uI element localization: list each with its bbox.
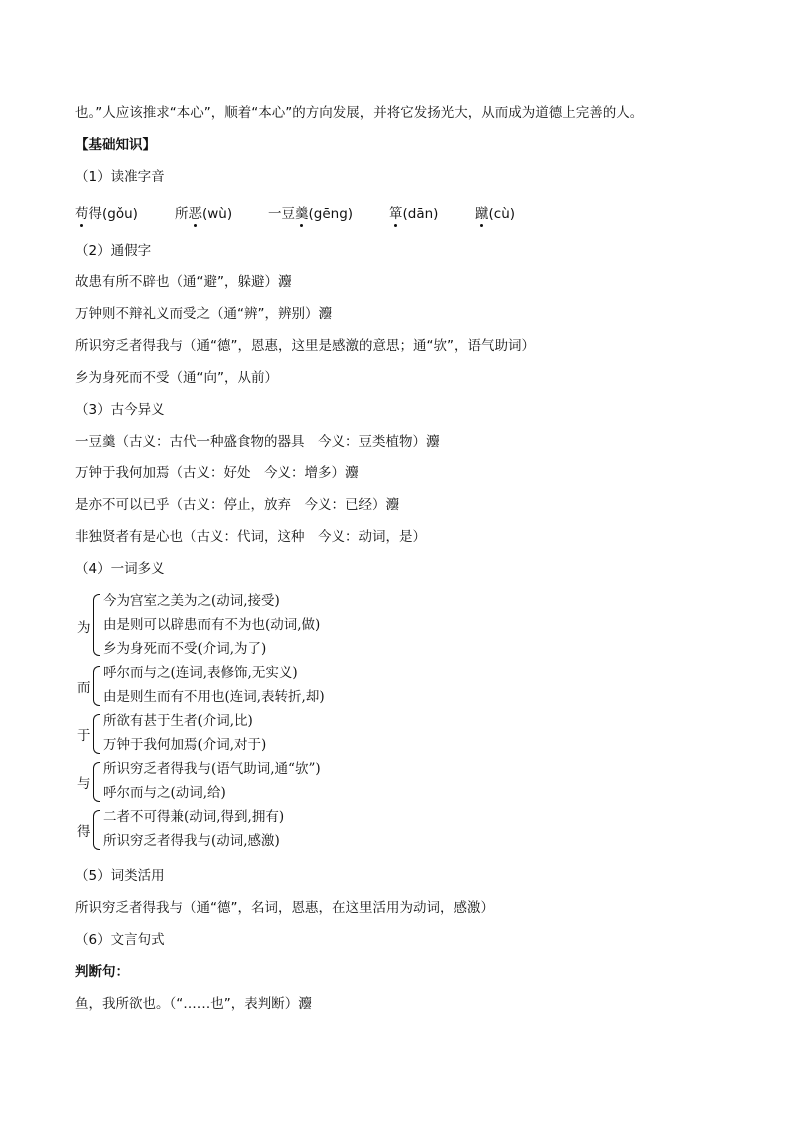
- polysemy-group-yu2: [75, 758, 475, 806]
- polysemy-group-er: [75, 662, 475, 710]
- pinyin-item: 所恶(wù): [175, 202, 232, 222]
- polysemy-row: 所欲有甚于生者(介词,比): [103, 713, 253, 729]
- polysemy-head: 与: [77, 776, 91, 792]
- polysemy-row: 所识穷乏者得我与(语气助词,通“欤”): [103, 761, 321, 777]
- polysemy-row: 万钟于我何加焉(介词,对于): [103, 737, 267, 753]
- pinyin-item: 苟得(gǒu): [75, 202, 138, 222]
- tongjia-line: 万钟则不辩礼义而受之（通“辨”，辨别）灋: [75, 306, 332, 322]
- brace-icon: [93, 666, 100, 706]
- polysemy-head: 得: [77, 824, 91, 840]
- heading-juzi: （6）文言句式: [75, 932, 165, 948]
- pinyin-item: 箪(dān): [389, 202, 438, 222]
- brace-icon: [93, 810, 100, 850]
- polysemy-head: 于: [77, 728, 91, 744]
- polysemy-head: 为: [77, 620, 91, 636]
- panduan-line: 鱼，我所欲也。（“……也”，表判断）灋: [75, 996, 312, 1012]
- polysemy-group-de: [75, 806, 475, 854]
- intro-line: 也。”人应该推求“本心”，顺着“本心”的方向发展，并将它发扬光大，从而成为道德上完善的人。: [75, 105, 644, 121]
- gujin-line: 是亦不可以已乎（古义：停止，放弃 今义：已经）灋: [75, 497, 399, 513]
- heading-huoyong: （5）词类活用: [75, 868, 165, 884]
- pinyin-row: [75, 202, 775, 222]
- brace-icon: [93, 714, 100, 754]
- tongjia-line: 所识穷乏者得我与（通“德”，恩惠，这里是感激的意思；通“欤”，语气助词）: [75, 338, 535, 354]
- heading-pronunciation: （1）读准字音: [75, 169, 165, 185]
- polysemy-row: 今为宫室之美为之(动词,接受): [103, 593, 280, 609]
- pinyin-item: 一豆羹(gēng): [268, 202, 353, 222]
- polysemy-row: 呼尔而与之(动词,给): [103, 785, 226, 801]
- polysemy-row: 由是则可以辟患而有不为也(动词,做): [103, 617, 321, 633]
- polysemy-row: 所识穷乏者得我与(动词,感激): [103, 833, 280, 849]
- panduan-label: 判断句：: [75, 964, 129, 980]
- gujin-line: 非独贤者有是心也（古义：代词，这种 今义：动词，是）: [75, 529, 426, 545]
- tongjia-line: 故患有所不辟也（通“避”，躲避）灋: [75, 274, 292, 290]
- polysemy-row: 呼尔而与之(连词,表修饰,无实义): [103, 665, 298, 681]
- huoyong-line: 所识穷乏者得我与（通“德”，名词，恩惠，在这里活用为动词，感激）: [75, 900, 494, 916]
- gujin-line: 一豆羹（古义：古代一种盛食物的器具 今义：豆类植物）灋: [75, 434, 440, 450]
- section-basic-heading: 【基础知识】: [75, 137, 156, 153]
- gujin-line: 万钟于我何加焉（古义：好处 今义：增多）灋: [75, 465, 359, 481]
- heading-gujin: （3）古今异义: [75, 402, 165, 418]
- brace-icon: [93, 594, 100, 656]
- polysemy-group-yu: [75, 710, 475, 758]
- pinyin-item: 蹴(cù): [475, 202, 515, 222]
- brace-icon: [93, 762, 100, 802]
- polysemy-row: 由是则生而有不用也(连词,表转折,却): [103, 689, 325, 705]
- polysemy-row: 二者不可得兼(动词,得到,拥有): [103, 809, 285, 825]
- polysemy-row: 乡为身死而不受(介词,为了): [103, 641, 267, 657]
- polysemy-group-wei: [75, 590, 475, 660]
- heading-polysemy: （4）一词多义: [75, 561, 165, 577]
- tongjia-line: 乡为身死而不受（通“向”，从前）: [75, 370, 278, 386]
- heading-tongjia: （2）通假字: [75, 243, 152, 259]
- polysemy-head: 而: [77, 680, 91, 696]
